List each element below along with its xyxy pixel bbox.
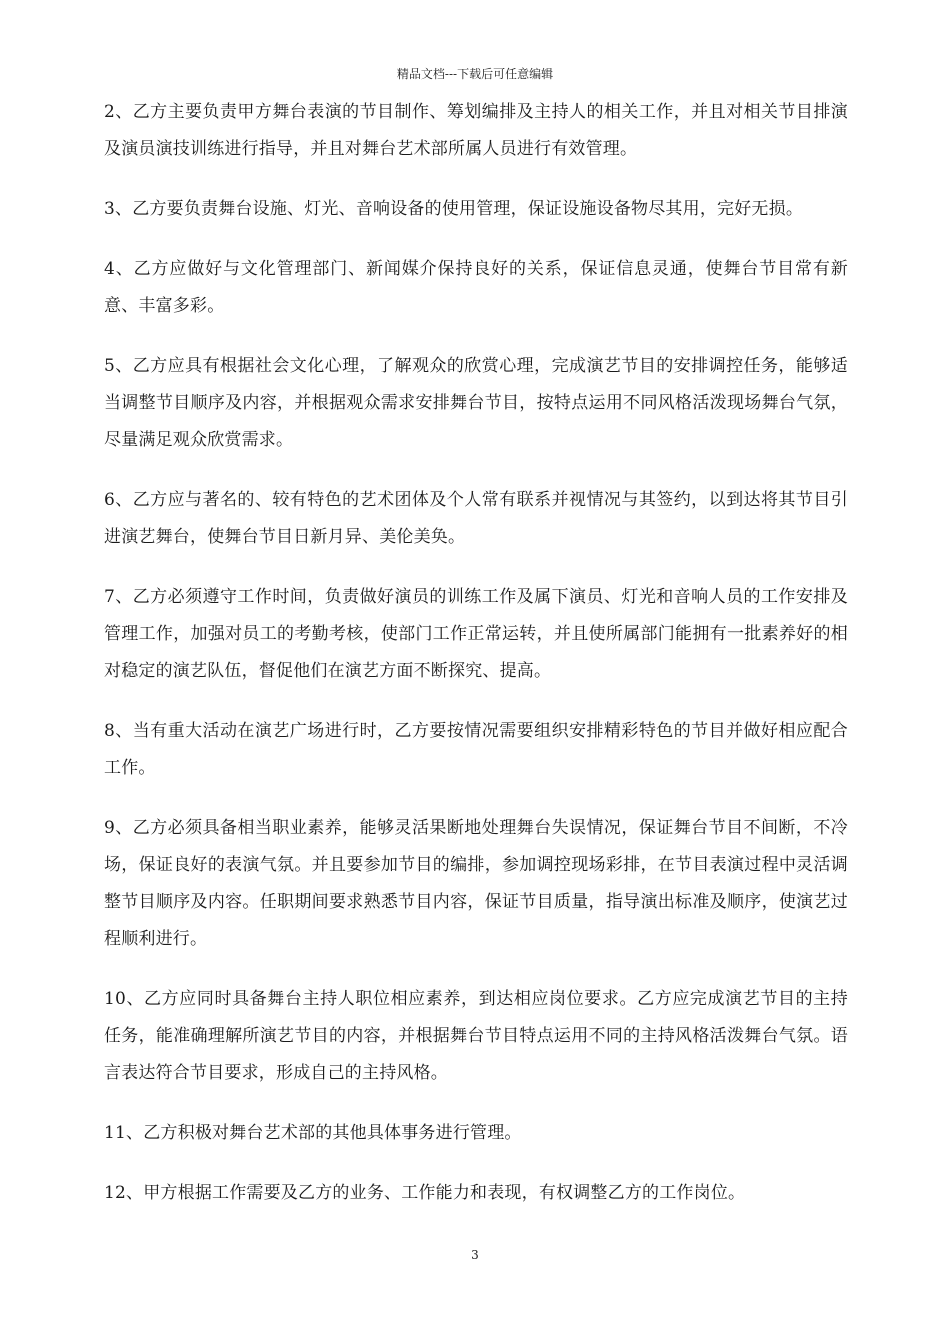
document-body — [104, 94, 848, 1235]
clause-7: 7、乙方必须遵守工作时间，负责做好演员的训练工作及属下演员、灯光和音响人员的工作安排及管理工作，加强对员工的考勤考核，使部门工作正常运转，并且使所属部门能拥有一批素养好的相对稳定的演艺队伍，督促他们在演艺方面不断探究、提高。 — [104, 587, 848, 681]
clause-12: 12、甲方根据工作需要及乙方的业务、工作能力和表现，有权调整乙方的工作岗位。 — [104, 1183, 746, 1203]
page-header: 精品文档---下载后可任意编辑 — [396, 67, 554, 81]
clause-2: 2、乙方主要负责甲方舞台表演的节目制作、筹划编排及主持人的相关工作，并且对相关节目排演及演员演技训练进行指导，并且对舞台艺术部所属人员进行有效管理。 — [104, 102, 848, 159]
clause-4: 4、乙方应做好与文化管理部门、新闻媒介保持良好的关系，保证信息灵通，使舞台节目常有新意、丰富多彩。 — [104, 259, 848, 316]
clause-3: 3、乙方要负责舞台设施、灯光、音响设备的使用管理，保证设施设备物尽其用，完好无损。 — [104, 199, 804, 219]
clause-8: 8、当有重大活动在演艺广场进行时，乙方要按情况需要组织安排精彩特色的节目并做好相应配合工作。 — [104, 721, 848, 778]
clause-6: 6、乙方应与著名的、较有特色的艺术团体及个人常有联系并视情况与其签约，以到达将其节目引进演艺舞台，使舞台节目日新月异、美伦美奂。 — [104, 490, 848, 547]
clause-5: 5、乙方应具有根据社会文化心理，了解观众的欣赏心理，完成演艺节目的安排调控任务，能够适当调整节目顺序及内容，并根据观众需求安排舞台节目，按特点运用不同风格活泼现场舞台气氛，尽量满足观众欣赏需求。 — [104, 356, 848, 450]
clause-11: 11、乙方积极对舞台艺术部的其他具体事务进行管理。 — [104, 1123, 522, 1143]
clause-9: 9、乙方必须具备相当职业素养，能够灵活果断地处理舞台失误情况，保证舞台节目不间断，不冷场，保证良好的表演气氛。并且要参加节目的编排，参加调控现场彩排，在节目表演过程中灵活调整节目顺序及内容。任职期间要求熟悉节目内容，保证节目质量，指导演出标准及顺序，使演艺过程顺利进行。 — [104, 818, 848, 949]
page-number: 3 — [471, 1248, 479, 1262]
clause-10: 10、乙方应同时具备舞台主持人职位相应素养，到达相应岗位要求。乙方应完成演艺节目的主持任务，能准确理解所演艺节目的内容，并根据舞台节目特点运用不同的主持风格活泼舞台气氛。语言表达符合节目要求，形成自己的主持风格。 — [104, 989, 848, 1083]
